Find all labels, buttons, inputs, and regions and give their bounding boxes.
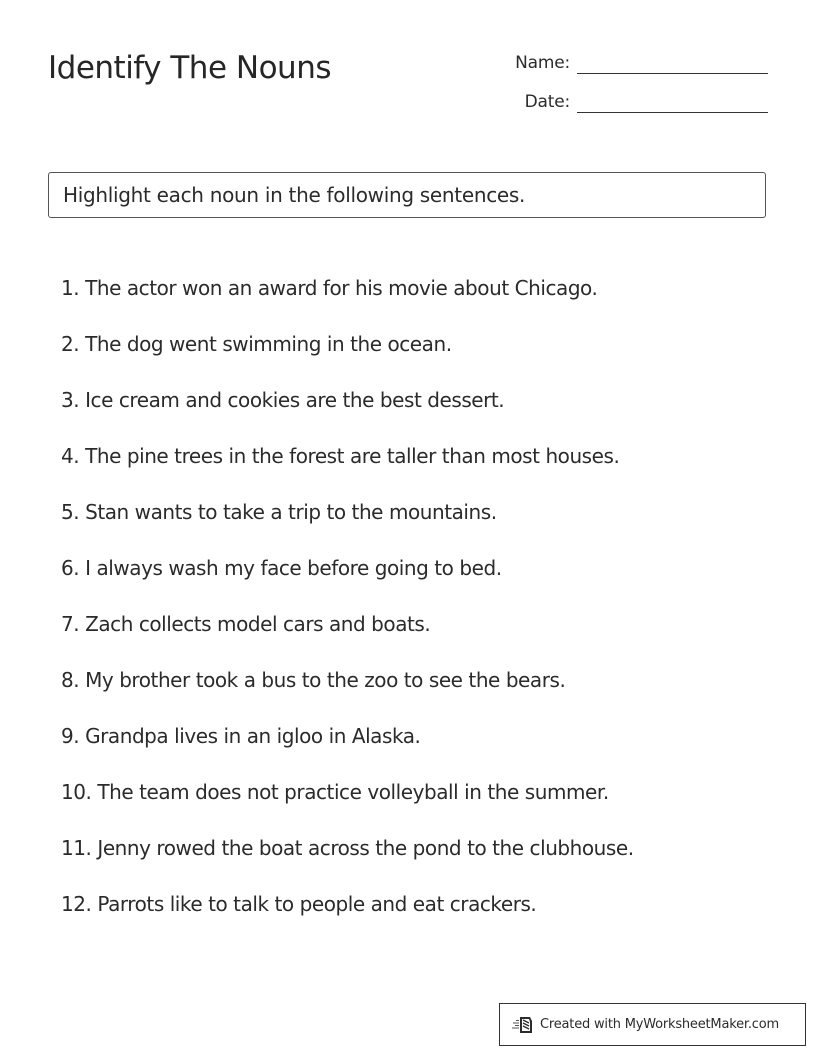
question-item: 7. Zach collects model cars and boats. [61, 612, 431, 636]
question-item: 5. Stan wants to take a trip to the mountains. [61, 500, 497, 524]
question-item: 4. The pine trees in the forest are taller than most houses. [61, 444, 620, 468]
footer-text: Created with MyWorksheetMaker.com [540, 1017, 779, 1032]
question-item: 9. Grandpa lives in an igloo in Alaska. [61, 724, 421, 748]
name-field[interactable] [577, 53, 768, 74]
footer-credit[interactable] [499, 1003, 806, 1046]
question-item: 6. I always wash my face before going to bed. [61, 556, 502, 580]
worksheet-title: Identify The Nouns [48, 50, 331, 86]
question-item: 12. Parrots like to talk to people and eat crackers. [61, 892, 537, 916]
instructions-text: Highlight each noun in the following sentences. [63, 183, 526, 207]
date-field[interactable] [577, 92, 768, 113]
question-item: 10. The team does not practice volleyball in the summer. [61, 780, 609, 804]
date-label: Date: [524, 92, 570, 112]
question-item: 8. My brother took a bus to the zoo to see the bears. [61, 668, 566, 692]
instructions-box [48, 172, 766, 218]
date-field-row [500, 91, 768, 113]
question-item: 11. Jenny rowed the boat across the pond to the clubhouse. [61, 836, 634, 860]
question-list [61, 272, 634, 944]
worksheet-logo-icon [512, 1015, 534, 1035]
question-item: 2. The dog went swimming in the ocean. [61, 332, 452, 356]
question-item: 1. The actor won an award for his movie about Chicago. [61, 276, 598, 300]
question-item: 3. Ice cream and cookies are the best dessert. [61, 388, 505, 412]
name-label: Name: [515, 53, 570, 73]
name-field-row [500, 52, 768, 74]
